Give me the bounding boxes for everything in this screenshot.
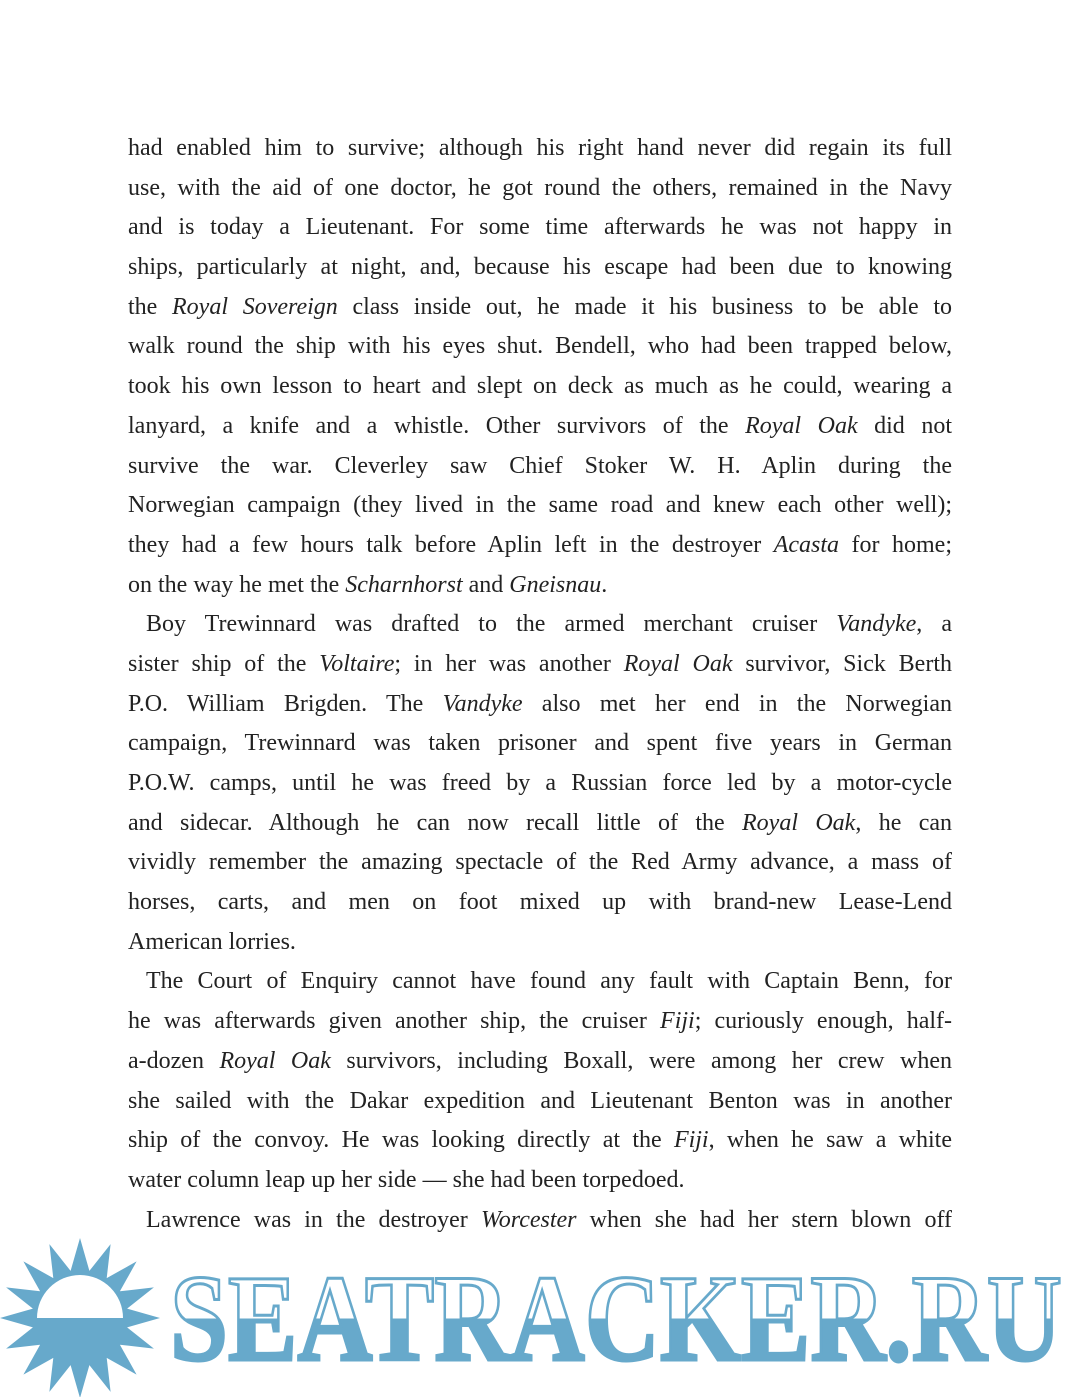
text-line	[128, 171, 952, 211]
text-segment: he was afterwards given another ship, the cruiser	[128, 1008, 661, 1035]
text-segment: Boy Trewinnard was drafted to the armed merchant cruiser	[146, 611, 837, 638]
text-line	[128, 210, 952, 250]
text-line	[128, 250, 952, 290]
text-segment: horses, carts, and men on foot mixed up with brand-new Lease-Lend	[128, 889, 952, 916]
text-segment: class inside out, he made it his business to be able to	[337, 293, 952, 320]
text-segment: sister ship of the	[128, 650, 320, 677]
text-segment: and	[462, 571, 510, 598]
text-segment: they had a few hours talk before Aplin left in the destroyer	[128, 531, 774, 558]
text-segment: P.O. William Brigden. The	[128, 690, 443, 717]
italic-ship-name: Fiji	[673, 1127, 709, 1154]
text-segment: , when he saw a white	[708, 1127, 953, 1154]
text-segment: water column leap up her side — she had been torpedoed.	[128, 1166, 685, 1193]
text-segment: also met her end in the Norwegian	[522, 690, 953, 717]
book-page-text	[128, 131, 952, 1242]
italic-ship-name: Royal Sovereign	[172, 293, 338, 320]
text-segment: campaign, Trewinnard was taken prisoner and spent five years in German	[128, 730, 952, 757]
text-line	[128, 1163, 952, 1203]
text-line	[128, 766, 952, 806]
text-segment: Norwegian campaign (they lived in the same road and knew each other well);	[128, 492, 952, 519]
text-segment: ; in her was another	[394, 650, 624, 677]
italic-ship-name: Fiji	[660, 1008, 695, 1035]
italic-ship-name: Acasta	[773, 531, 840, 558]
text-segment: had enabled him to survive; although his right hand never did regain its full	[128, 135, 952, 161]
text-segment: she sailed with the Dakar expedition and Lieutenant Benton was in another	[128, 1087, 952, 1114]
italic-ship-name: Royal Oak	[742, 809, 856, 836]
seatracker-watermark	[0, 1236, 1080, 1397]
text-segment: the	[128, 293, 173, 320]
text-segment: when she had her stern blown off	[576, 1206, 953, 1233]
text-segment: The Court of Enquiry cannot have found any fault with Captain Benn, for	[146, 968, 952, 995]
text-line	[128, 726, 952, 766]
text-line	[128, 687, 952, 727]
text-line	[128, 845, 952, 885]
text-line	[128, 1044, 952, 1084]
text-line	[128, 885, 952, 925]
italic-ship-name: Vandyke	[836, 611, 917, 638]
text-segment: ships, particularly at night, and, because his escape had been due to knowing	[128, 254, 952, 281]
text-line	[128, 964, 952, 1004]
italic-ship-name: Royal Oak	[745, 412, 858, 439]
text-segment: P.O.W. camps, until he was freed by a Russian force led by a motor-cycle	[128, 770, 952, 796]
text-line	[128, 925, 952, 965]
italic-ship-name: Royal Oak	[623, 650, 733, 677]
text-line	[128, 647, 952, 687]
text-segment: ship of the convoy. He was looking directly at the	[128, 1127, 674, 1154]
text-segment: survive the war. Cleverley saw Chief Stoker W. H. Aplin during the	[128, 452, 952, 479]
text-segment: ; curiously enough, half-	[694, 1008, 952, 1035]
text-line	[128, 607, 952, 647]
text-segment: Lawrence was in the destroyer	[146, 1206, 481, 1233]
text-line	[128, 1004, 952, 1044]
text-line	[128, 449, 952, 489]
text-line	[128, 528, 952, 568]
text-line	[128, 409, 952, 449]
text-segment: , he can	[855, 809, 953, 836]
text-segment: survivor, Sick Berth	[732, 650, 952, 677]
text-segment: for home;	[839, 531, 952, 558]
text-segment: walk round the ship with his eyes shut. Bendell, who had been trapped below,	[128, 333, 952, 360]
text-segment: a-dozen	[128, 1047, 220, 1074]
text-segment: vividly remember the amazing spectacle of the Red Army advance, a mass of	[128, 849, 952, 876]
italic-ship-name: Gneisnau	[509, 571, 602, 598]
italic-ship-name: Worcester	[480, 1206, 577, 1233]
watermark-text: SEATRACKER.RU	[170, 1250, 1062, 1387]
italic-ship-name: Scharnhorst	[345, 571, 463, 598]
text-segment: use, with the aid of one doctor, he got round the others, remained in the Navy	[128, 174, 952, 201]
text-segment: and is today a Lieutenant. For some time afterwards he was not happy in	[128, 214, 952, 241]
text-segment: , a	[916, 611, 953, 638]
text-line	[128, 369, 952, 409]
text-segment: .	[601, 571, 608, 598]
text-segment: did not	[857, 412, 952, 439]
italic-ship-name: Voltaire	[319, 650, 395, 677]
text-segment: survivors, including Boxall, were among her crew when	[330, 1047, 952, 1074]
italic-ship-name: Royal Oak	[219, 1047, 331, 1074]
text-line	[128, 568, 952, 608]
text-segment: on the way he met the	[128, 571, 346, 598]
text-line	[128, 329, 952, 369]
text-line	[128, 488, 952, 528]
sun-icon	[0, 1238, 160, 1397]
text-line	[128, 290, 952, 330]
text-segment: took his own lesson to heart and slept on deck as much as he could, wearing a	[128, 373, 952, 400]
text-segment: and sidecar. Although he can now recall little of the	[128, 809, 743, 836]
text-line	[128, 1084, 952, 1124]
italic-ship-name: Vandyke	[442, 690, 523, 717]
text-line	[128, 131, 952, 171]
text-line	[128, 1123, 952, 1163]
text-segment: American lorries.	[128, 928, 296, 955]
text-line	[128, 806, 952, 846]
text-segment: lanyard, a knife and a whistle. Other survivors of the	[128, 412, 746, 439]
